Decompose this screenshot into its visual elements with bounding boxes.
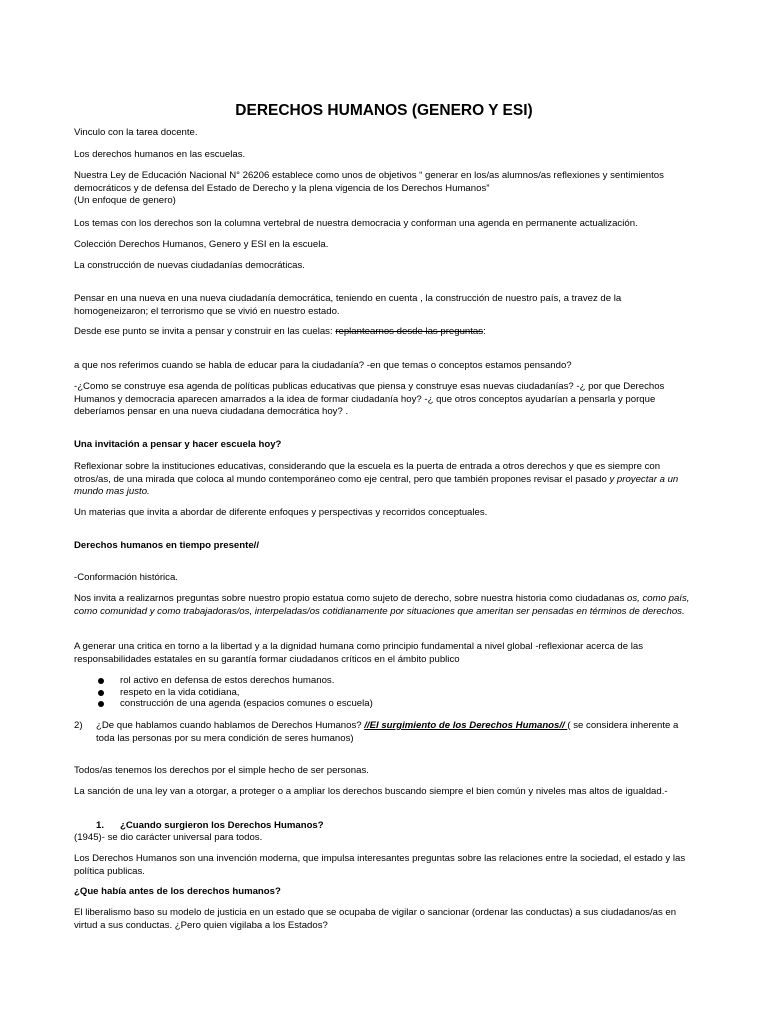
heading-antes-derechos: ¿Que había antes de los derechos humanos? [74, 886, 281, 897]
item2-question: ¿De que hablamos cuando hablamos de Derechos Humanos? [96, 720, 365, 731]
list-item: respeto en la vida cotidiana, [74, 687, 694, 699]
paragraph-reflexionar [74, 461, 694, 499]
list-item: rol activo en defensa de estos derechos humanos. [74, 675, 694, 687]
reflexionar-italic: y proyectar a un mundo mas justo. [74, 473, 679, 498]
heading-invitacion: Una invitación a pensar y hacer escuela hoy? [74, 439, 282, 450]
paragraph-generar-critica: A generar una critica en torno a la libertad y a la dignidad humana como principio fundamental a nivel global -reflexionar acerca de las responsabilidades estatales en su garantía formar ciudadanos críticos en el ámbito publico [74, 641, 644, 665]
bullet-list [74, 675, 694, 710]
paragraph-coleccion: Colección Derechos Humanos, Genero y ESI en la escuela. [74, 239, 329, 250]
paragraph-pensar-nueva: Pensar en una nueva en una nueva ciudadanía democrática, teniendo en cuenta , la construcción de nuestro país, a travez de la homogeneizaron; el terrorismo que se vivió en nuestro estado. [74, 293, 622, 317]
desde-text: Desde ese punto se invita a pensar y construir en las cuelas: [74, 326, 336, 337]
item-text: ¿Cuando surgieron los Derechos Humanos? [120, 820, 324, 831]
paragraph-construccion: La construcción de nuevas ciudadanías democráticas. [74, 260, 305, 271]
paragraph-invencion-moderna: Los Derechos Humanos son una invención moderna, que impulsa interesantes preguntas sobre las relaciones entre la sociedad, el estado y las política publicas. [74, 853, 686, 877]
paragraph-liberalismo: El liberalismo baso su modelo de justicia en un estado que se ocupaba de vigilar o sancionar (ordenar las conductas) a sus ciudadanos/as en virtud a sus conductas. ¿Pero quien vigilaba a los Estados? [74, 907, 677, 931]
heading-tiempo-presente: Derechos humanos en tiempo presente// [74, 540, 259, 551]
ley-educacion-text: Nuestra Ley de Educación Nacional N° 26206 establece como unos de objetivos “ generar en los/as alumnos/as reflexiones y sentimientos democráticos y de defensa del Estado de Derecho y la plena vigencia de los Derechos Humanos” [74, 170, 664, 194]
surgimiento-link[interactable]: //El surgimiento de los Derechos Humanos// [364, 720, 568, 731]
list-item: construcción de una agenda (espacios comunes o escuela) [74, 698, 694, 710]
paragraph-vinculo: Vinculo con la tarea docente. [74, 127, 198, 138]
document-title: DERECHOS HUMANOS (GENERO Y ESI) [235, 102, 533, 119]
paragraph-a-que-nos-referimos: a que nos referimos cuando se habla de educar para la ciudadanía? -en que temas o conceptos estamos pensando? [74, 360, 572, 371]
item-number: 1. [96, 820, 105, 831]
item-number: 2) [74, 720, 83, 731]
paragraph-ley-educacion [74, 170, 694, 208]
struck-text: replantearnos desde las preguntas [335, 326, 484, 337]
paragraph-1945: (1945)- se dio carácter universal para todos. [74, 832, 263, 843]
paragraph-sancion-ley: La sanción de una ley van a otorgar, a proteger o a ampliar los derechos buscando siempre el bien común y niveles mas altos de igualdad.- [74, 786, 668, 797]
colon-text: : [483, 326, 486, 337]
item2-explanation: ( se considera inherente a toda las personas por su mera condición de seres humanos) [96, 720, 679, 744]
reflexionar-text: Reflexionar sobre la instituciones educativas, considerando que la escuela es la puerta de entrada a otros derechos y que es siempre con otros/as, de una mirada que coloca al mundo contemporáneo como eje central, pero que también propones revisar el pasado [74, 461, 661, 485]
paragraph-desde-ese-punto [74, 326, 694, 339]
paragraph-todos-tenemos: Todos/as tenemos los derechos por el simple hecho de ser personas. [74, 765, 369, 776]
paragraph-nos-invita [74, 593, 694, 618]
paragraph-conformacion: -Conformación histórica. [74, 572, 178, 583]
enfoque-genero-text: (Un enfoque de genero) [74, 195, 176, 207]
paragraph-derechos-escuelas: Los derechos humanos en las escuelas. [74, 149, 246, 160]
paragraph-materias: Un materias que invita a abordar de diferente enfoques y perspectivas y recorridos conceptuales. [74, 507, 488, 518]
nos-invita-italic: os, como país, como comunidad y como trabajadoras/os, interpeladas/os cotidianamente por situaciones que ameritan ser pensadas en términos de derechos. [74, 593, 690, 617]
paragraph-temas-derechos: Los temas con los derechos son la columna vertebral de nuestra democracia y conforman una agenda en permanente actualización. [74, 218, 638, 229]
paragraph-como-se-construye: -¿Como se construye esa agenda de políticas publicas educativas que piensa y construye esas nuevas ciudadanías? -¿ por que Derechos Humanos y democracia aparecen amarrados a la idea de formar ciudadanía hoy? -¿ que otros conceptos ayudarían a pensarla y porque deberíamos pensar en una nueva ciudadana democrática hoy? . [74, 381, 665, 418]
item-text [96, 720, 694, 745]
nos-invita-text: Nos invita a realizarnos preguntas sobre nuestro propio estatua como sujeto de derecho, sobre nuestra historia como ciudadanas [74, 593, 628, 604]
